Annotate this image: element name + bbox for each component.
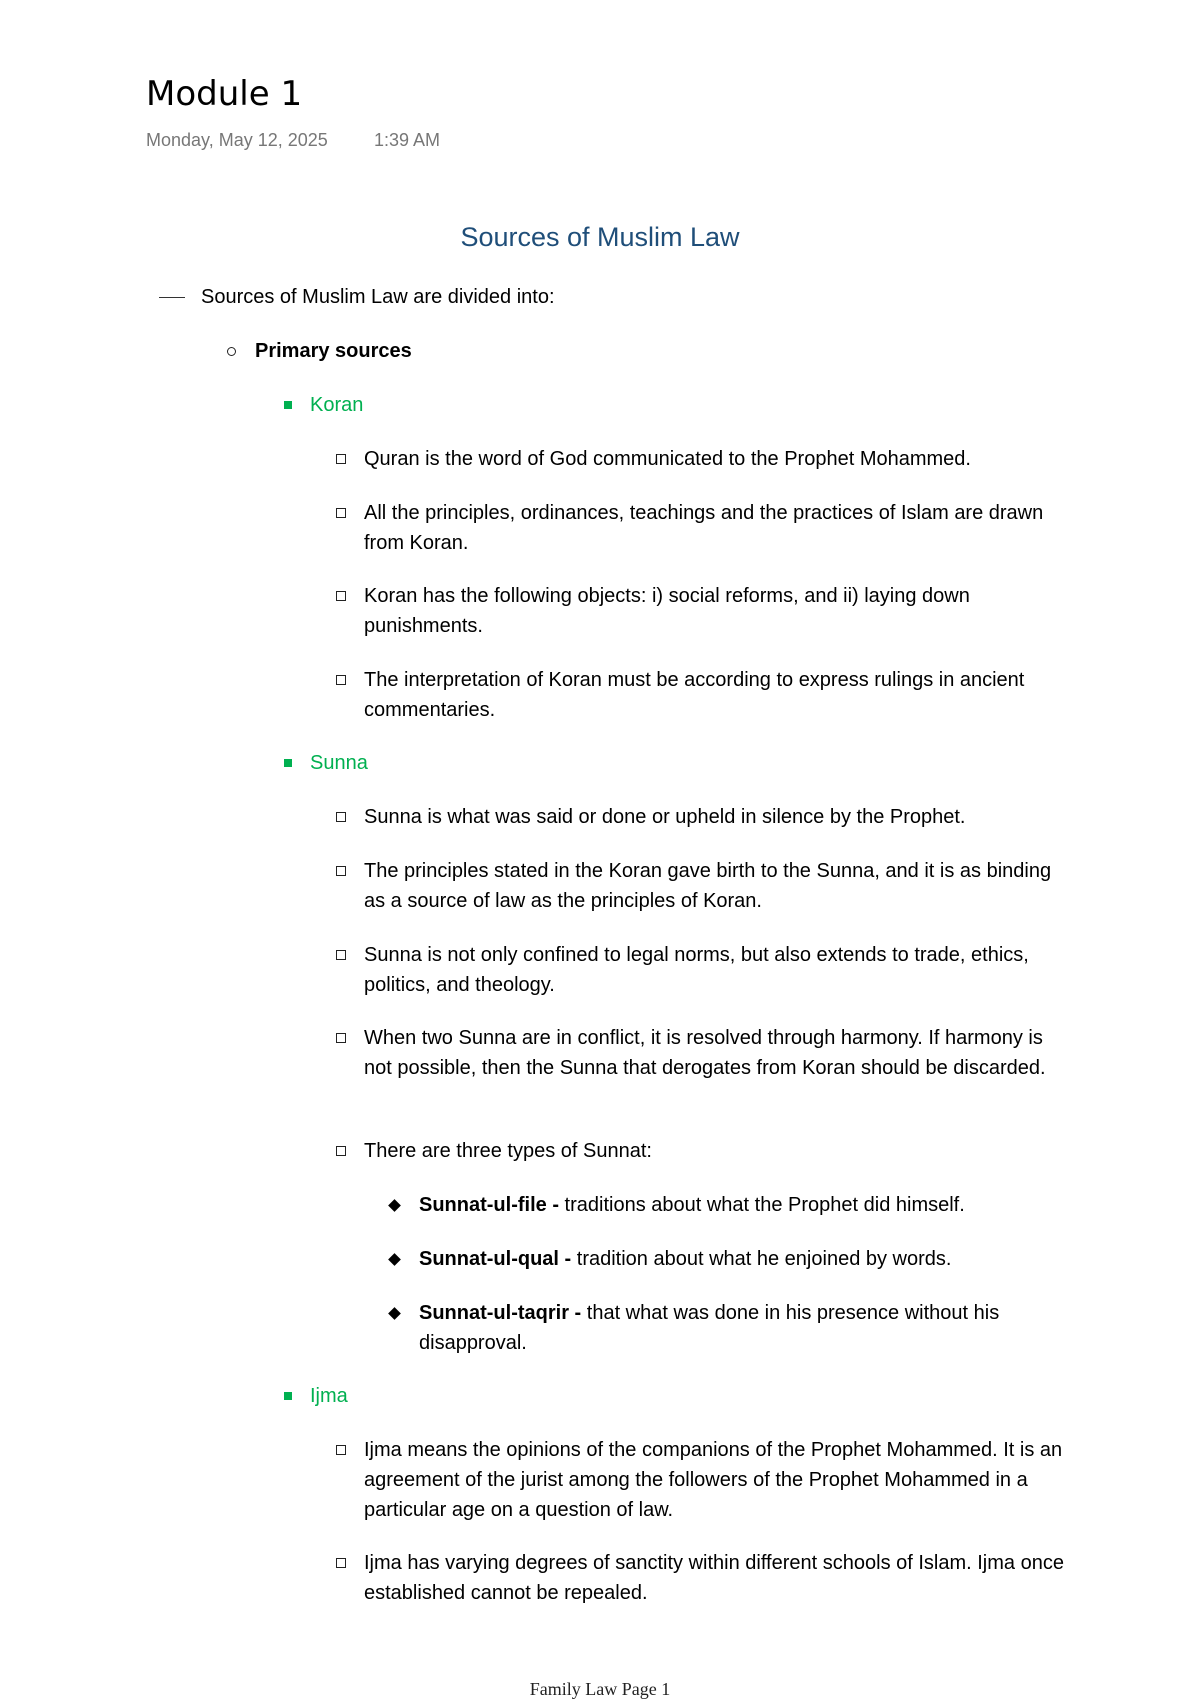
checkbox-bullet-icon xyxy=(335,1548,347,1578)
term: Sunnat-ul-file - xyxy=(419,1194,565,1216)
list-item xyxy=(0,940,1200,1000)
diamond-bullet-icon xyxy=(388,1190,400,1220)
outline-item-primary xyxy=(0,336,1200,366)
outline-text: Ijma means the opinions of the companions of the Prophet Mohammed. It is an agreement of the jurist among the followers of the Prophet Mohammed in a particular age on a question of law. xyxy=(364,1439,1063,1521)
outline-text: Ijma has varying degrees of sanctity within different schools of Islam. Ijma once established cannot be repealed. xyxy=(364,1552,1064,1604)
checkbox-bullet-icon xyxy=(335,940,347,970)
term: Sunnat-ul-qual - xyxy=(419,1248,577,1270)
list-item xyxy=(0,1548,1200,1608)
outline-label: Koran xyxy=(310,394,364,416)
outline-text: Koran has the following objects: i) social reforms, and ii) laying down punishments. xyxy=(364,585,970,637)
checkbox-bullet-icon xyxy=(335,1136,347,1166)
term: Sunnat-ul-taqrir - xyxy=(419,1302,587,1324)
checkbox-bullet-icon xyxy=(335,498,347,528)
checkbox-bullet-icon xyxy=(335,1435,347,1465)
definition: that what was done in his presence without his disapproval. xyxy=(419,1302,1000,1354)
outline-label: Ijma xyxy=(310,1385,348,1407)
circle-bullet-icon xyxy=(225,336,237,366)
list-item xyxy=(0,1244,1200,1274)
checkbox-bullet-icon xyxy=(335,581,347,611)
definition: traditions about what the Prophet did himself. xyxy=(564,1194,965,1216)
outline-text: Sunna is what was said or done or upheld in silence by the Prophet. xyxy=(364,806,966,828)
list-item xyxy=(0,1023,1200,1113)
checkbox-bullet-icon xyxy=(335,802,347,832)
list-item xyxy=(0,802,1200,832)
outline-item-ijma xyxy=(0,1381,1200,1411)
outline-text xyxy=(419,1244,1079,1274)
list-item xyxy=(0,1435,1200,1525)
list-item xyxy=(0,1136,1200,1166)
outline-text: Sunna is not only confined to legal norms, but also extends to trade, ethics, politics, and theology. xyxy=(364,944,1029,996)
page-time: 1:39 AM xyxy=(374,130,441,150)
list-item xyxy=(0,498,1200,558)
outline-item-sunna xyxy=(0,748,1200,778)
diamond-bullet-icon xyxy=(388,1244,400,1274)
outline-text: The interpretation of Koran must be according to express rulings in ancient commentaries. xyxy=(364,669,1025,721)
page-footer: Family Law Page 1 xyxy=(529,1679,671,1699)
outline-text: Sources of Muslim Law are divided into: xyxy=(201,286,555,308)
outline-text: Quran is the word of God communicated to the Prophet Mohammed. xyxy=(364,448,971,470)
outline-text: Primary sources xyxy=(255,340,412,362)
square-bullet-icon xyxy=(283,1381,293,1411)
list-item xyxy=(0,444,1200,474)
square-bullet-icon xyxy=(283,748,293,778)
list-item xyxy=(0,1298,1200,1358)
diamond-bullet-icon xyxy=(388,1298,400,1328)
outline-text: There are three types of Sunnat: xyxy=(364,1140,652,1162)
checkbox-bullet-icon xyxy=(335,665,347,695)
outline-text: The principles stated in the Koran gave birth to the Sunna, and it is as binding as a source of law as the principles of Koran. xyxy=(364,860,1052,912)
checkbox-bullet-icon xyxy=(335,444,347,474)
outline-text xyxy=(419,1298,1079,1358)
checkbox-bullet-icon xyxy=(335,856,347,886)
square-bullet-icon xyxy=(283,390,293,420)
outline-text: When two Sunna are in conflict, it is resolved through harmony. If harmony is not possible, then the Sunna that derogates from Koran should be discarded. xyxy=(364,1027,1046,1079)
checkbox-bullet-icon xyxy=(335,1023,347,1053)
outline-text: All the principles, ordinances, teachings and the practices of Islam are drawn from Koran. xyxy=(364,502,1044,554)
outline-label: Sunna xyxy=(310,752,368,774)
outline-item-intro xyxy=(0,282,1200,312)
page-title: Module 1 xyxy=(146,74,303,114)
page-date: Monday, May 12, 2025 xyxy=(146,130,328,150)
list-item xyxy=(0,665,1200,725)
list-item xyxy=(0,581,1200,641)
section-heading: Sources of Muslim Law xyxy=(460,222,740,252)
definition: tradition about what he enjoined by words. xyxy=(576,1248,952,1270)
outline-item-koran xyxy=(0,390,1200,420)
dash-bullet-icon xyxy=(159,282,185,312)
outline-text xyxy=(419,1190,1079,1220)
list-item xyxy=(0,856,1200,916)
list-item xyxy=(0,1190,1200,1220)
